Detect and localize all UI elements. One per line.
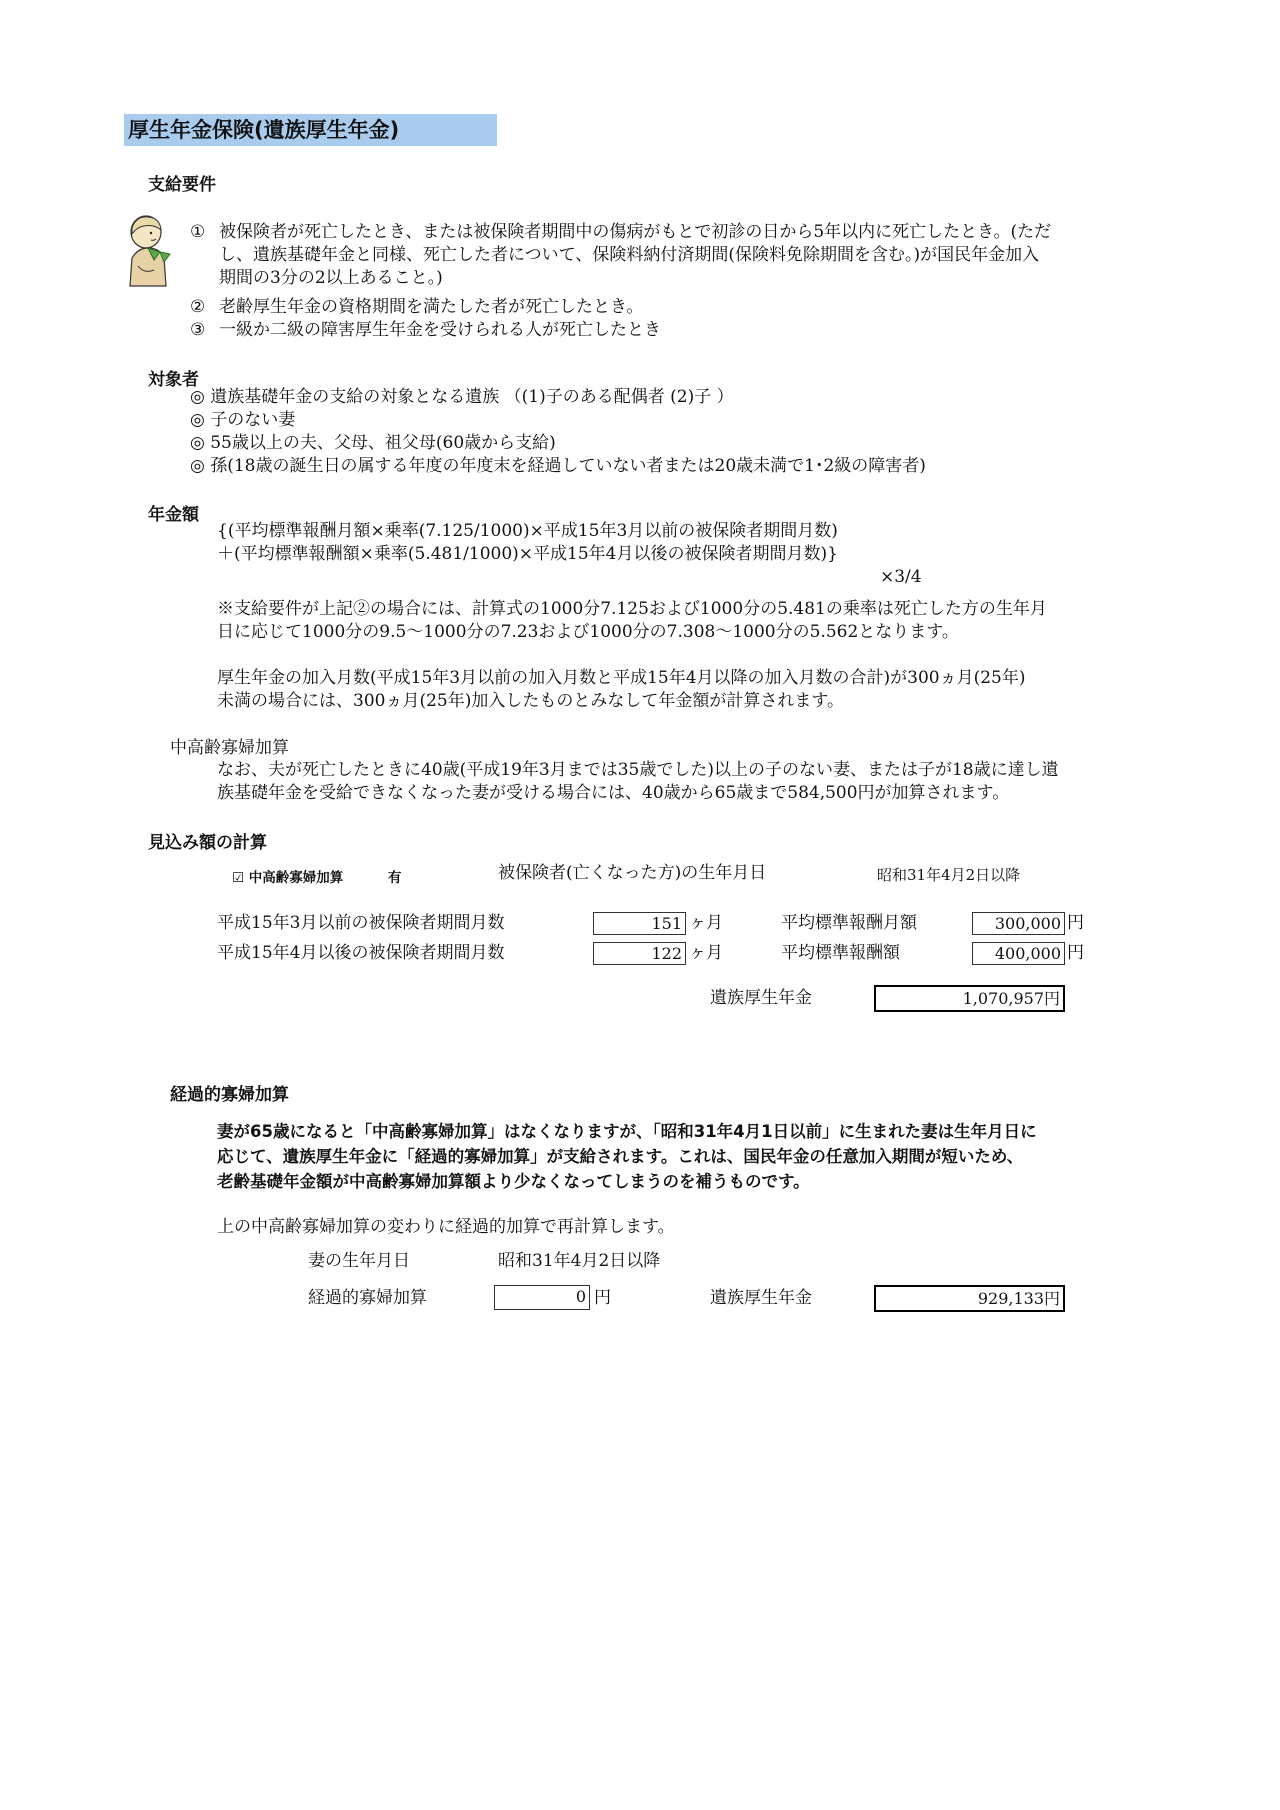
woman-illustration-icon [124, 214, 172, 288]
survivor-pension-result: 1,070,957円 [874, 985, 1065, 1012]
avg-monthly-input[interactable]: 300,000 [972, 912, 1065, 935]
item-mark: ② [190, 297, 206, 317]
months-unit: ヶ月 [689, 943, 723, 963]
avg-remuneration-label: 平均標準報酬額 [781, 943, 900, 963]
transitional-text-line: 老齢基礎年金額が中高齢寡婦加算額より少なくなってしまうのを補うものです。 [217, 1172, 810, 1191]
eligible-heading: 対象者 [148, 370, 199, 390]
insured-birth-value[interactable]: 昭和31年4月2日以降 [877, 866, 1021, 884]
yen-unit: 円 [1067, 943, 1084, 963]
page-title: 厚生年金保険(遺族厚生年金) [124, 114, 497, 146]
note-line: 厚生年金の加入月数(平成15年3月以前の加入月数と平成15年4月以降の加入月数の合計)が300ヵ月(25年) [217, 668, 1026, 688]
widow-text-line: なお、夫が死亡したときに40歳(平成19年3月までは35歳でした)以上の子のない妻、または子が18歳に達し遺 [217, 760, 1059, 780]
survivor-pension-label: 遺族厚生年金 [710, 988, 812, 1008]
widow-addition-value: 有 [388, 870, 402, 886]
widow-text-line: 族基礎年金を受給できなくなった妻が受ける場合には、40歳から65歳まで584,500円が加算されます。 [217, 783, 1010, 803]
requirement-line: 一級か二級の障害厚生年金を受けられる人が死亡したとき [219, 320, 661, 340]
widow-addition-checkbox[interactable]: ☑ 中高齢寡婦加算 [232, 870, 344, 886]
transitional-heading: 経過的寡婦加算 [170, 1085, 289, 1105]
eligible-item: ◎ 遺族基礎年金の支給の対象となる遺族 （(1)子のある配偶者 (2)子 ） [190, 387, 734, 407]
yen-unit: 円 [1067, 913, 1084, 933]
transitional-text-line: 応じて、遺族厚生年金に「経過的寡婦加算」が支給されます。これは、国民年金の任意加入期間が短いため、 [217, 1147, 1024, 1166]
recalc-text: 上の中高齢寡婦加算の変わりに経過的加算で再計算します。 [217, 1217, 675, 1237]
requirement-line: 老齢厚生年金の資格期間を満たした者が死亡したとき。 [219, 297, 644, 317]
requirement-line: し、遺族基礎年金と同様、死亡した者について、保険料納付済期間(保険料免除期間を含む。)が国民年金加入 [219, 245, 1040, 265]
calc-heading: 見込み額の計算 [148, 833, 267, 853]
requirements-heading: 支給要件 [148, 175, 216, 195]
amount-heading: 年金額 [148, 505, 199, 525]
months-after-input[interactable]: 122 [593, 942, 686, 965]
transitional-add-label: 経過的寡婦加算 [308, 1288, 427, 1308]
avg-remuneration-input[interactable]: 400,000 [972, 942, 1065, 965]
months-before-input[interactable]: 151 [593, 912, 686, 935]
formula-line: ×3/4 [880, 567, 922, 587]
note-line: ※支給要件が上記②の場合には、計算式の1000分7.125および1000分の5.481の乗率は死亡した方の生年月 [217, 599, 1047, 619]
widow-heading: 中高齢寡婦加算 [170, 738, 289, 758]
yen-unit: 円 [594, 1288, 611, 1308]
wife-birth-label: 妻の生年月日 [308, 1251, 410, 1271]
formula-line: ＋(平均標準報酬額×乗率(5.481/1000)×平成15年4月以後の被保険者期間月数)} [217, 544, 838, 564]
survivor-pension-label-2: 遺族厚生年金 [710, 1288, 812, 1308]
eligible-item: ◎ 子のない妻 [190, 410, 296, 430]
months-after-label: 平成15年4月以後の被保険者期間月数 [217, 943, 505, 963]
eligible-item: ◎ 孫(18歳の誕生日の属する年度の年度末を経過していない者または20歳未満で1･2級の障害者) [190, 456, 926, 476]
formula-line: {(平均標準報酬月額×乗率(7.125/1000)×平成15年3月以前の被保険者期間月数) [217, 521, 838, 541]
eligible-item: ◎ 55歳以上の夫、父母、祖父母(60歳から支給) [190, 433, 556, 453]
note-line: 未満の場合には、300ヵ月(25年)加入したものとみなして年金額が計算されます。 [217, 691, 844, 711]
months-before-label: 平成15年3月以前の被保険者期間月数 [217, 913, 505, 933]
note-line: 日に応じて1000分の9.5～1000分の7.23および1000分の7.308～1000分の5.562となります。 [217, 622, 959, 642]
survivor-pension-result-2: 929,133円 [874, 1285, 1065, 1312]
avg-monthly-label: 平均標準報酬月額 [781, 913, 917, 933]
item-mark: ③ [190, 320, 206, 340]
insured-birth-label: 被保険者(亡くなった方)の生年月日 [498, 863, 767, 883]
item-mark: ① [190, 222, 206, 242]
requirement-line: 期間の3分の2以上あること。) [219, 268, 443, 288]
transitional-text-line: 妻が65歳になると「中高齢寡婦加算」はなくなりますが、「昭和31年4月1日以前」に生まれた妻は生年月日に [217, 1122, 1037, 1141]
transitional-add-input[interactable]: 0 [494, 1285, 590, 1310]
months-unit: ヶ月 [689, 913, 723, 933]
requirement-line: 被保険者が死亡したとき、または被保険者期間中の傷病がもとで初診の日から5年以内に死亡したとき。(ただ [219, 222, 1052, 242]
wife-birth-value[interactable]: 昭和31年4月2日以降 [498, 1251, 661, 1271]
